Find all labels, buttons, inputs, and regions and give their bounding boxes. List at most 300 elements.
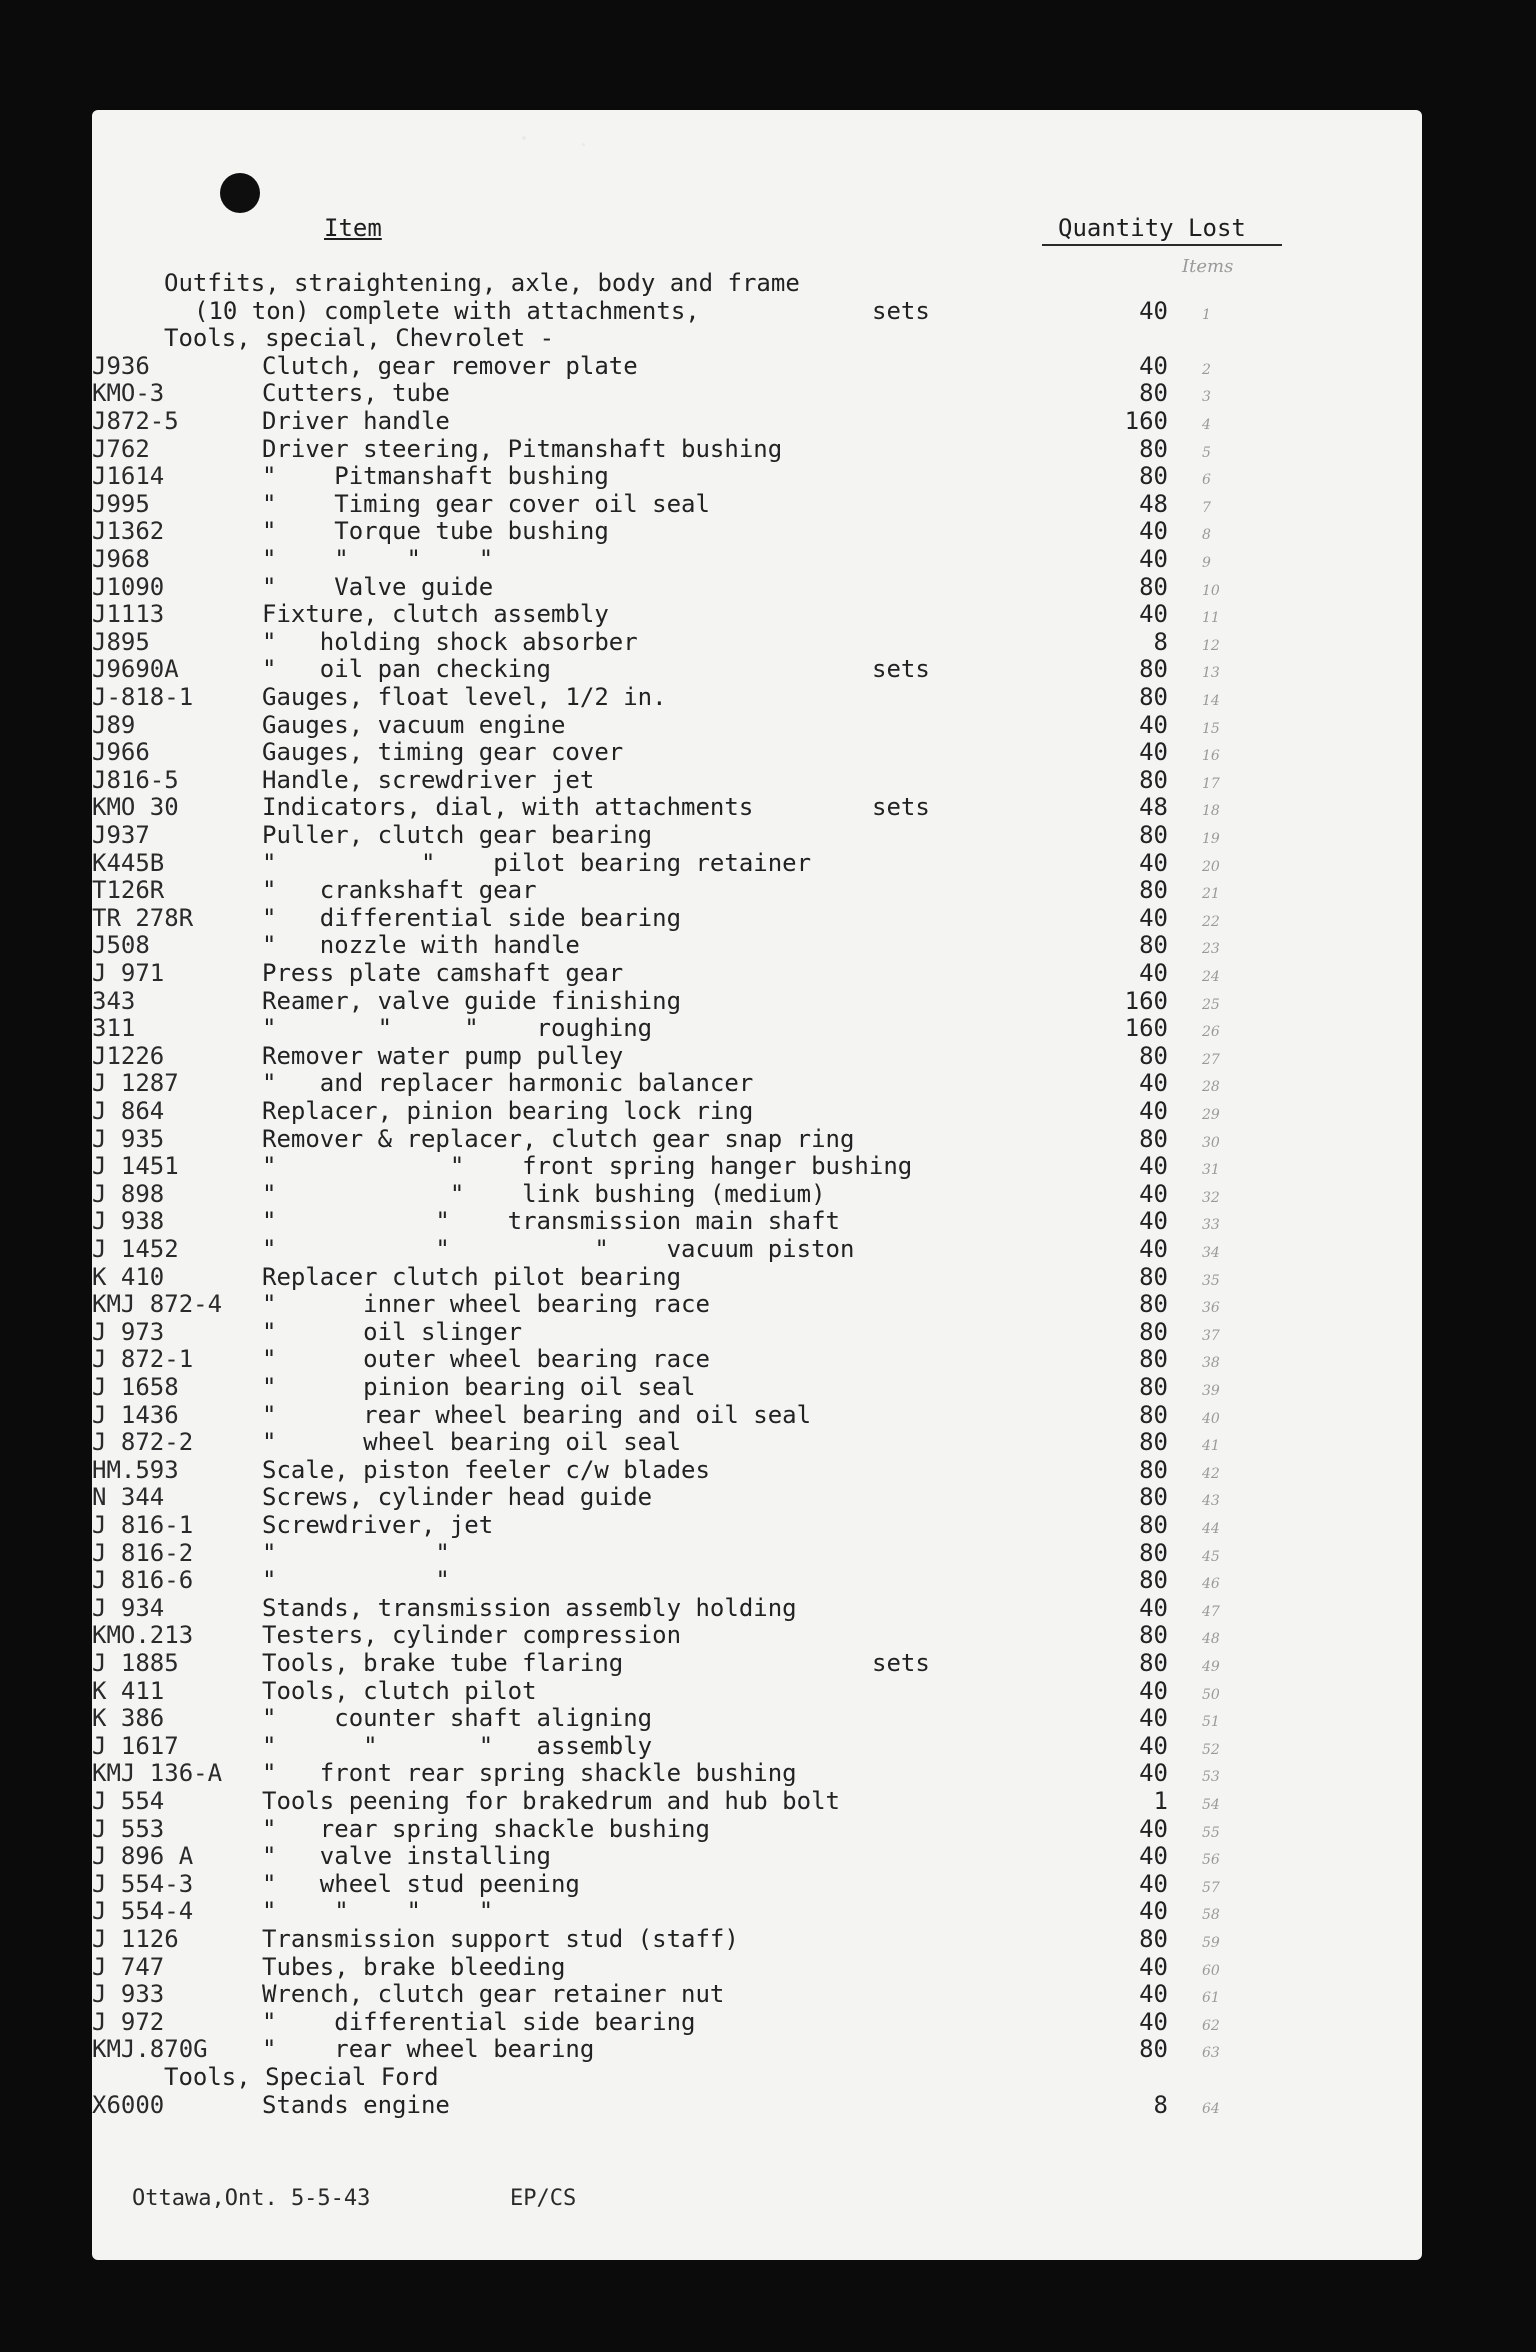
- quantity-lost: 80: [1139, 1925, 1168, 1953]
- part-code: J 1617: [92, 1731, 179, 1760]
- part-code: 311: [92, 1014, 136, 1043]
- pencil-tally: 52: [1202, 1741, 1220, 1758]
- item-description: Remover water pump pulley: [262, 1041, 624, 1070]
- pencil-tally: 34: [1202, 1245, 1220, 1261]
- part-code: J 554: [92, 1787, 165, 1815]
- quantity-lost: 80: [1139, 1428, 1168, 1457]
- pencil-tally: 36: [1202, 1300, 1220, 1317]
- punch-hole: [220, 173, 260, 213]
- item-description: Remover & replacer, clutch gear snap ring: [262, 1124, 855, 1153]
- pencil-tally: 64: [1202, 2100, 1220, 2117]
- part-code: J 1436: [92, 1400, 179, 1429]
- list-item: [92, 1954, 1392, 1981]
- list-item: [92, 684, 1392, 711]
- item-description: Tools peening for brakedrum and hub bolt: [262, 1787, 840, 1815]
- quantity-lost: 40: [1139, 959, 1168, 987]
- pencil-tally: 16: [1202, 748, 1220, 765]
- item-description: Tools, clutch pilot: [262, 1676, 537, 1705]
- quantity-lost: 80: [1139, 379, 1168, 408]
- list-item: [92, 1291, 1392, 1318]
- part-code: J1090: [92, 572, 165, 601]
- list-item: [92, 436, 1392, 463]
- item-description: Screwdriver, jet: [262, 1511, 494, 1539]
- quantity-lost: 80: [1139, 821, 1168, 849]
- quantity-lost: 80: [1139, 655, 1168, 684]
- quantity-lost: 40: [1139, 1980, 1168, 2009]
- list-item: [92, 1843, 1392, 1870]
- part-code: J936: [92, 351, 150, 380]
- quantity-lost: 40: [1139, 517, 1168, 546]
- item-description: " oil slinger: [262, 1317, 523, 1346]
- pencil-tally: 24: [1202, 969, 1220, 985]
- pencil-tally: 56: [1202, 1852, 1220, 1869]
- part-code: J 1452: [92, 1235, 179, 1263]
- part-code: KMJ 872-4: [92, 1290, 223, 1319]
- list-item: [92, 932, 1392, 959]
- pencil-tally: 37: [1202, 1327, 1220, 1344]
- list-item: [92, 1678, 1392, 1705]
- part-code: K 410: [92, 1262, 165, 1291]
- part-code: KMJ.870G: [92, 2035, 208, 2064]
- item-description: Stands engine: [262, 2090, 450, 2119]
- pencil-tally: 29: [1202, 1107, 1220, 1123]
- part-code: J 1287: [92, 1069, 179, 1098]
- list-item: [92, 2036, 1392, 2063]
- header-underline: [1042, 244, 1282, 246]
- item-description: Gauges, vacuum engine: [262, 710, 566, 739]
- quantity-lost: 80: [1139, 572, 1168, 601]
- quantity-lost: 80: [1139, 1290, 1168, 1319]
- item-description: " " " vacuum piston: [262, 1235, 855, 1263]
- item-description: Stands, transmission assembly holding: [262, 1593, 797, 1622]
- item-description: " " transmission main shaft: [262, 1207, 840, 1236]
- part-code: J 747: [92, 1952, 165, 1981]
- part-code: J816-5: [92, 765, 179, 794]
- item-description: " wheel stud peening: [262, 1869, 580, 1898]
- pencil-tally: 44: [1202, 1521, 1220, 1537]
- part-code: J1362: [92, 517, 165, 546]
- part-code: J1113: [92, 600, 165, 629]
- item-unit: sets: [872, 296, 930, 325]
- list-item: [92, 2092, 1392, 2119]
- quantity-lost: 48: [1139, 489, 1168, 518]
- quantity-lost: 8: [1153, 627, 1168, 656]
- pencil-tally: 51: [1202, 1714, 1220, 1731]
- pencil-tally: 7: [1202, 499, 1211, 516]
- item-description: Scale, piston feeler c/w blades: [262, 1455, 710, 1484]
- pencil-tally: 21: [1202, 886, 1220, 903]
- item-description: Fixture, clutch assembly: [262, 600, 609, 629]
- part-code: J 872-2: [92, 1428, 194, 1457]
- list-item: [92, 1484, 1392, 1511]
- item-description: " differential side bearing: [262, 2007, 696, 2036]
- list-item: [92, 1236, 1392, 1263]
- quantity-lost: 80: [1139, 462, 1168, 491]
- part-code: J968: [92, 545, 150, 573]
- list-item: [92, 1760, 1392, 1787]
- list-item: [92, 1567, 1392, 1594]
- quantity-lost: 80: [1139, 876, 1168, 905]
- list-item: [92, 1153, 1392, 1180]
- item-description: " holding shock absorber: [262, 627, 638, 656]
- part-code: HM.593: [92, 1455, 179, 1484]
- item-description: " pinion bearing oil seal: [262, 1373, 696, 1401]
- list-item: [92, 1346, 1392, 1373]
- quantity-lost: 48: [1139, 793, 1168, 822]
- item-unit: sets: [872, 1649, 930, 1677]
- item-description: " " " roughing: [262, 1014, 653, 1043]
- pencil-tally: 40: [1202, 1410, 1220, 1427]
- quantity-lost: 80: [1139, 1483, 1168, 1512]
- item-description: (10 ton) complete with attachments,: [194, 296, 700, 325]
- part-code: J508: [92, 931, 150, 960]
- pencil-tally: 2: [1202, 361, 1211, 378]
- item-unit: sets: [872, 655, 930, 684]
- list-item: [92, 1015, 1392, 1042]
- list-item: [92, 960, 1392, 987]
- pencil-tally: 18: [1202, 803, 1220, 820]
- quantity-lost: 40: [1139, 710, 1168, 739]
- part-code: KMJ 136-A: [92, 1759, 223, 1788]
- quantity-lost: 40: [1139, 1814, 1168, 1843]
- quantity-lost: 80: [1139, 1538, 1168, 1567]
- quantity-lost: 40: [1139, 351, 1168, 380]
- part-code: J89: [92, 710, 136, 739]
- list-item: [92, 2064, 1392, 2091]
- part-code: J937: [92, 821, 150, 849]
- part-code: J 554-3: [92, 1869, 194, 1898]
- part-code: J 1451: [92, 1152, 179, 1181]
- quantity-lost: 80: [1139, 1124, 1168, 1153]
- part-code: KMO.213: [92, 1621, 194, 1650]
- quantity-lost: 40: [1139, 296, 1168, 325]
- item-description: Gauges, timing gear cover: [262, 738, 624, 767]
- part-code: J 933: [92, 1980, 165, 2009]
- item-description: " ": [262, 1566, 450, 1595]
- list-item: [92, 988, 1392, 1015]
- list-item: [92, 408, 1392, 435]
- part-code: J 898: [92, 1179, 165, 1208]
- part-code: J 816-1: [92, 1511, 194, 1539]
- list-item: [92, 2009, 1392, 2036]
- footer-initials: EP/CS: [510, 2186, 577, 2211]
- list-item: [92, 712, 1392, 739]
- list-item: [92, 1622, 1392, 1649]
- item-description: Indicators, dial, with attachments: [262, 793, 754, 822]
- part-code: KMO 30: [92, 793, 179, 822]
- item-description: Replacer, pinion bearing lock ring: [262, 1097, 754, 1125]
- item-description: " " pilot bearing retainer: [262, 848, 812, 877]
- item-description: " inner wheel bearing race: [262, 1290, 710, 1319]
- list-item: [92, 1898, 1392, 1925]
- part-code: J 938: [92, 1207, 165, 1236]
- pencil-tally: 13: [1202, 665, 1220, 682]
- list-item: [92, 794, 1392, 821]
- part-code: J 934: [92, 1593, 165, 1622]
- quantity-lost: 40: [1139, 1759, 1168, 1788]
- item-description: Testers, cylinder compression: [262, 1621, 682, 1650]
- list-item: [92, 298, 1392, 325]
- list-item: [92, 1126, 1392, 1153]
- pencil-tally: 31: [1202, 1162, 1220, 1179]
- item-description: Transmission support stud (staff): [262, 1925, 739, 1953]
- quantity-lost: 40: [1139, 1842, 1168, 1871]
- list-item: [92, 1070, 1392, 1097]
- item-description: Gauges, float level, 1/2 in.: [262, 683, 667, 711]
- quantity-lost: 80: [1139, 2035, 1168, 2064]
- pencil-tally: 10: [1202, 582, 1220, 599]
- list-item: [92, 1650, 1392, 1677]
- part-code: J 553: [92, 1814, 165, 1843]
- pencil-tally: 49: [1202, 1659, 1220, 1675]
- pencil-tally: 59: [1202, 1935, 1220, 1951]
- list-item: [92, 629, 1392, 656]
- quantity-lost: 40: [1139, 1593, 1168, 1622]
- quantity-lost: 1: [1153, 1787, 1168, 1815]
- item-description: Handle, screwdriver jet: [262, 765, 595, 794]
- item-description: Cutters, tube: [262, 379, 450, 408]
- pencil-tally: 3: [1202, 389, 1211, 406]
- list-item: [92, 518, 1392, 545]
- quantity-lost: 40: [1139, 903, 1168, 932]
- quantity-lost: 80: [1139, 1511, 1168, 1539]
- quantity-lost: 80: [1139, 1262, 1168, 1291]
- part-code: J 816-6: [92, 1566, 194, 1595]
- part-code: J 864: [92, 1097, 165, 1125]
- pencil-tally: 15: [1202, 720, 1220, 737]
- pencil-tally: 1: [1202, 306, 1211, 323]
- pencil-tally: 8: [1202, 527, 1211, 544]
- pencil-tally: 48: [1202, 1631, 1220, 1648]
- part-code: J-818-1: [92, 683, 194, 711]
- quantity-lost: 160: [1124, 986, 1168, 1015]
- quantity-lost: 160: [1124, 407, 1168, 435]
- quantity-lost: 40: [1139, 1179, 1168, 1208]
- pencil-tally: 11: [1202, 610, 1220, 627]
- list-item: [92, 546, 1392, 573]
- quantity-lost: 80: [1139, 1566, 1168, 1595]
- quantity-lost: 40: [1139, 848, 1168, 877]
- pencil-tally: 32: [1202, 1189, 1220, 1206]
- item-description: " outer wheel bearing race: [262, 1345, 710, 1374]
- item-description: " oil pan checking: [262, 655, 551, 684]
- list-item: [92, 1705, 1392, 1732]
- item-description: Driver handle: [262, 407, 450, 435]
- pencil-tally: 27: [1202, 1051, 1220, 1068]
- item-description: Clutch, gear remover plate: [262, 351, 638, 380]
- quantity-lost: 40: [1139, 1152, 1168, 1181]
- part-code: J 1126: [92, 1925, 179, 1953]
- quantity-lost: 40: [1139, 1069, 1168, 1098]
- list-item: [92, 1926, 1392, 1953]
- list-item: [92, 1181, 1392, 1208]
- pencil-tally: 43: [1202, 1493, 1220, 1510]
- item-description: " ": [262, 1538, 450, 1567]
- part-code: N 344: [92, 1483, 165, 1512]
- pencil-tally: 53: [1202, 1769, 1220, 1786]
- quantity-lost: 80: [1139, 1455, 1168, 1484]
- item-description: Screws, cylinder head guide: [262, 1483, 653, 1512]
- pencil-tally: 17: [1202, 775, 1220, 792]
- part-code: K 386: [92, 1704, 165, 1733]
- pencil-tally: 19: [1202, 831, 1220, 847]
- pencil-tally: 12: [1202, 637, 1220, 654]
- item-description: Reamer, valve guide finishing: [262, 986, 682, 1015]
- quantity-lost: 40: [1139, 1897, 1168, 1926]
- part-code: KMO-3: [92, 379, 165, 408]
- item-description: Tools, brake tube flaring: [262, 1649, 624, 1677]
- pencil-tally: 50: [1202, 1686, 1220, 1703]
- quantity-lost: 80: [1139, 1621, 1168, 1650]
- quantity-lost: 40: [1139, 738, 1168, 767]
- pencil-tally: 55: [1202, 1824, 1220, 1841]
- part-code: TR 278R: [92, 903, 194, 932]
- list-item: [92, 1429, 1392, 1456]
- item-description: " Torque tube bushing: [262, 517, 609, 546]
- quantity-lost: 80: [1139, 683, 1168, 711]
- pencil-tally: 61: [1202, 1990, 1220, 2007]
- quantity-lost: 80: [1139, 931, 1168, 960]
- item-description: " wheel bearing oil seal: [262, 1428, 682, 1457]
- pencil-tally: 4: [1202, 417, 1211, 433]
- quantity-lost: 40: [1139, 545, 1168, 573]
- quantity-lost: 80: [1139, 434, 1168, 463]
- quantity-lost: 80: [1139, 1345, 1168, 1374]
- list-item: [92, 1402, 1392, 1429]
- list-item: [92, 739, 1392, 766]
- pencil-tally: 26: [1202, 1024, 1220, 1041]
- document-page: [92, 110, 1422, 2260]
- part-code: J 935: [92, 1124, 165, 1153]
- part-code: K445B: [92, 848, 165, 877]
- part-code: J995: [92, 489, 150, 518]
- part-code: 343: [92, 986, 136, 1015]
- part-code: J 1885: [92, 1649, 179, 1677]
- pencil-tally: 30: [1202, 1134, 1220, 1151]
- list-item: [92, 1981, 1392, 2008]
- pencil-tally: 22: [1202, 913, 1220, 930]
- list-item: [92, 1208, 1392, 1235]
- quantity-lost: 40: [1139, 1952, 1168, 1981]
- footer-place-date: Ottawa,Ont. 5-5-43: [132, 2186, 371, 2211]
- list-item: [92, 1540, 1392, 1567]
- list-item: [92, 1043, 1392, 1070]
- list-item: [92, 601, 1392, 628]
- quantity-lost: 40: [1139, 1731, 1168, 1760]
- part-code: J 1658: [92, 1373, 179, 1401]
- pencil-tally: 62: [1202, 2017, 1220, 2034]
- item-description: Driver steering, Pitmanshaft bushing: [262, 434, 783, 463]
- part-code: K 411: [92, 1676, 165, 1705]
- list-item: [92, 353, 1392, 380]
- list-item: [92, 1595, 1392, 1622]
- pencil-tally: 57: [1202, 1879, 1220, 1896]
- list-item: [92, 1871, 1392, 1898]
- list-item: [92, 1788, 1392, 1815]
- quantity-lost: 80: [1139, 1317, 1168, 1346]
- list-item: [92, 574, 1392, 601]
- item-description: " rear wheel bearing and oil seal: [262, 1400, 812, 1429]
- quantity-lost: 80: [1139, 1373, 1168, 1401]
- pencil-tally: 41: [1202, 1438, 1220, 1455]
- pencil-tally: 38: [1202, 1355, 1220, 1372]
- column-header-item: Item: [324, 214, 382, 242]
- quantity-lost: 80: [1139, 765, 1168, 794]
- item-description: " nozzle with handle: [262, 931, 580, 960]
- part-code: J 872-1: [92, 1345, 194, 1374]
- quantity-lost: 40: [1139, 1676, 1168, 1705]
- quantity-lost: 40: [1139, 2007, 1168, 2036]
- pencil-tally: 23: [1202, 941, 1220, 958]
- part-code: T126R: [92, 876, 165, 905]
- quantity-lost: 80: [1139, 1649, 1168, 1677]
- item-description: " Timing gear cover oil seal: [262, 489, 710, 518]
- item-description: " " " assembly: [262, 1731, 653, 1760]
- item-description: " differential side bearing: [262, 903, 682, 932]
- list-item: [92, 656, 1392, 683]
- pencil-tally: 47: [1202, 1603, 1220, 1620]
- pencil-tally: 14: [1202, 693, 1220, 709]
- item-description: Outfits, straightening, axle, body and frame: [164, 269, 800, 297]
- part-code: J1614: [92, 462, 165, 491]
- pencil-tally: 42: [1202, 1465, 1220, 1482]
- list-item: [92, 905, 1392, 932]
- part-code: J 554-4: [92, 1897, 194, 1926]
- quantity-lost: 40: [1139, 1869, 1168, 1898]
- item-description: " Pitmanshaft bushing: [262, 462, 609, 491]
- list-item: [92, 1512, 1392, 1539]
- part-code: J1226: [92, 1041, 165, 1070]
- item-description: " " front spring hanger bushing: [262, 1152, 913, 1181]
- item-description: Tubes, brake bleeding: [262, 1952, 566, 1981]
- list-item: [92, 850, 1392, 877]
- list-item: [92, 1733, 1392, 1760]
- quantity-lost: 40: [1139, 1097, 1168, 1125]
- pencil-tally: 54: [1202, 1797, 1220, 1813]
- list-item: [92, 1098, 1392, 1125]
- pencil-tally: 35: [1202, 1272, 1220, 1289]
- item-description: " rear spring shackle bushing: [262, 1814, 710, 1843]
- part-code: J872-5: [92, 407, 179, 435]
- item-description: Tools, Special Ford: [164, 2063, 439, 2091]
- item-description: " rear wheel bearing: [262, 2035, 595, 2064]
- quantity-lost: 80: [1139, 1041, 1168, 1070]
- list-item: [92, 491, 1392, 518]
- pencil-tally: 6: [1202, 472, 1211, 489]
- item-description: " counter shaft aligning: [262, 1704, 653, 1733]
- list-item: [92, 767, 1392, 794]
- list-item: [92, 1319, 1392, 1346]
- item-description: " front rear spring shackle bushing: [262, 1759, 797, 1788]
- list-item: [92, 270, 1392, 297]
- part-code: J 973: [92, 1317, 165, 1346]
- list-item: [92, 463, 1392, 490]
- quantity-lost: 40: [1139, 1235, 1168, 1263]
- pencil-tally: 20: [1202, 858, 1220, 875]
- pencil-tally: 60: [1202, 1962, 1220, 1979]
- item-description: Press plate camshaft gear: [262, 959, 624, 987]
- pencil-tally: 9: [1202, 555, 1211, 571]
- pencil-tally: 46: [1202, 1576, 1220, 1593]
- pencil-tally: 5: [1202, 444, 1211, 461]
- item-description: " crankshaft gear: [262, 876, 537, 905]
- pencil-tally: 58: [1202, 1907, 1220, 1924]
- item-description: Puller, clutch gear bearing: [262, 821, 653, 849]
- dust-speck: [522, 136, 526, 140]
- quantity-lost: 80: [1139, 1400, 1168, 1429]
- list-item: [92, 325, 1392, 352]
- quantity-lost: 40: [1139, 600, 1168, 629]
